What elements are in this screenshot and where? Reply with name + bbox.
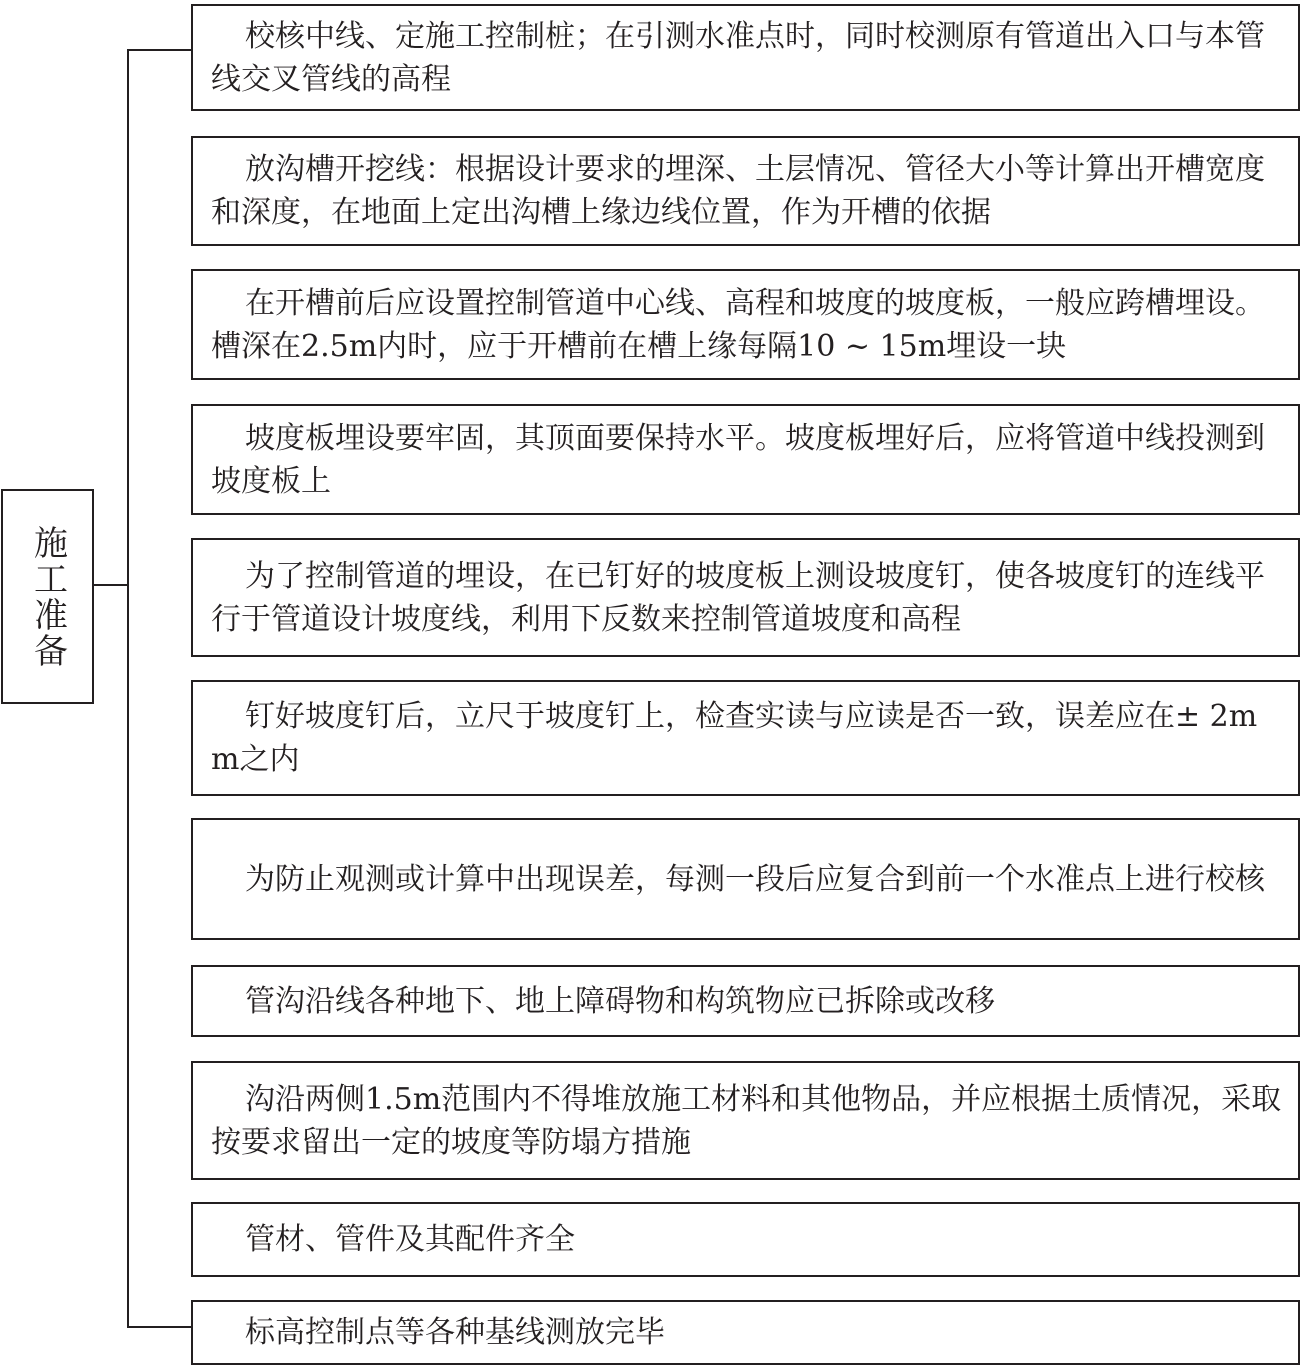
step-text: 钉好坡度钉后，立尺于坡度钉上，检查实读与应读是否一致，误差应在± 2mm之内 <box>211 699 1258 777</box>
step-box <box>191 404 1300 515</box>
step-box <box>191 680 1300 796</box>
step-text: 坡度板埋设要牢固，其顶面要保持水平。坡度板埋好后，应将管道中线投测到坡度板上 <box>211 420 1265 499</box>
step-text: 管沟沿线各种地下、地上障碍物和构筑物应已拆除或改移 <box>245 983 995 1019</box>
step-text: 在开槽前后应设置控制管道中心线、高程和坡度的坡度板，一般应跨槽埋设。槽深在2.5m内时，应于开槽前在槽上缘每隔10 ~ 15m埋设一块 <box>211 285 1265 364</box>
step-box <box>191 818 1300 940</box>
step-box <box>191 1202 1300 1277</box>
step-box <box>191 136 1300 246</box>
vertical-spine <box>127 49 129 1328</box>
step-box <box>191 269 1300 380</box>
step-text: 标高控制点等各种基线测放完毕 <box>245 1315 665 1350</box>
step-box <box>191 538 1300 657</box>
step-text: 放沟槽开挖线：根据设计要求的埋深、土层情况、管径大小等计算出开槽宽度和深度，在地面上定出沟槽上缘边线位置，作为开槽的依据 <box>211 152 1265 230</box>
step-text: 沟沿两侧1.5m范围内不得堆放施工材料和其他物品，并应根据土质情况，采取按要求留出一定的坡度等防塌方措施 <box>211 1081 1282 1160</box>
step-box <box>191 1061 1300 1180</box>
root-connector <box>94 584 128 586</box>
step-box <box>191 965 1300 1037</box>
step-text: 为防止观测或计算中出现误差，每测一段后应复合到前一个水准点上进行校核 <box>245 861 1265 897</box>
root-node <box>1 489 94 704</box>
step-text: 校核中线、定施工控制桩；在引测水准点时，同时校测原有管道出入口与本管线交叉管线的高程 <box>211 18 1265 97</box>
branch-connector <box>127 1326 191 1328</box>
branch-connector <box>127 49 191 51</box>
step-text: 管材、管件及其配件齐全 <box>245 1222 575 1257</box>
root-label: 施工准备 <box>27 524 68 669</box>
step-box <box>191 1300 1300 1365</box>
step-box <box>191 4 1300 111</box>
step-text: 为了控制管道的埋设，在已钉好的坡度板上测设坡度钉，使各坡度钉的连线平行于管道设计坡度线，利用下反数来控制管道坡度和高程 <box>211 558 1265 637</box>
